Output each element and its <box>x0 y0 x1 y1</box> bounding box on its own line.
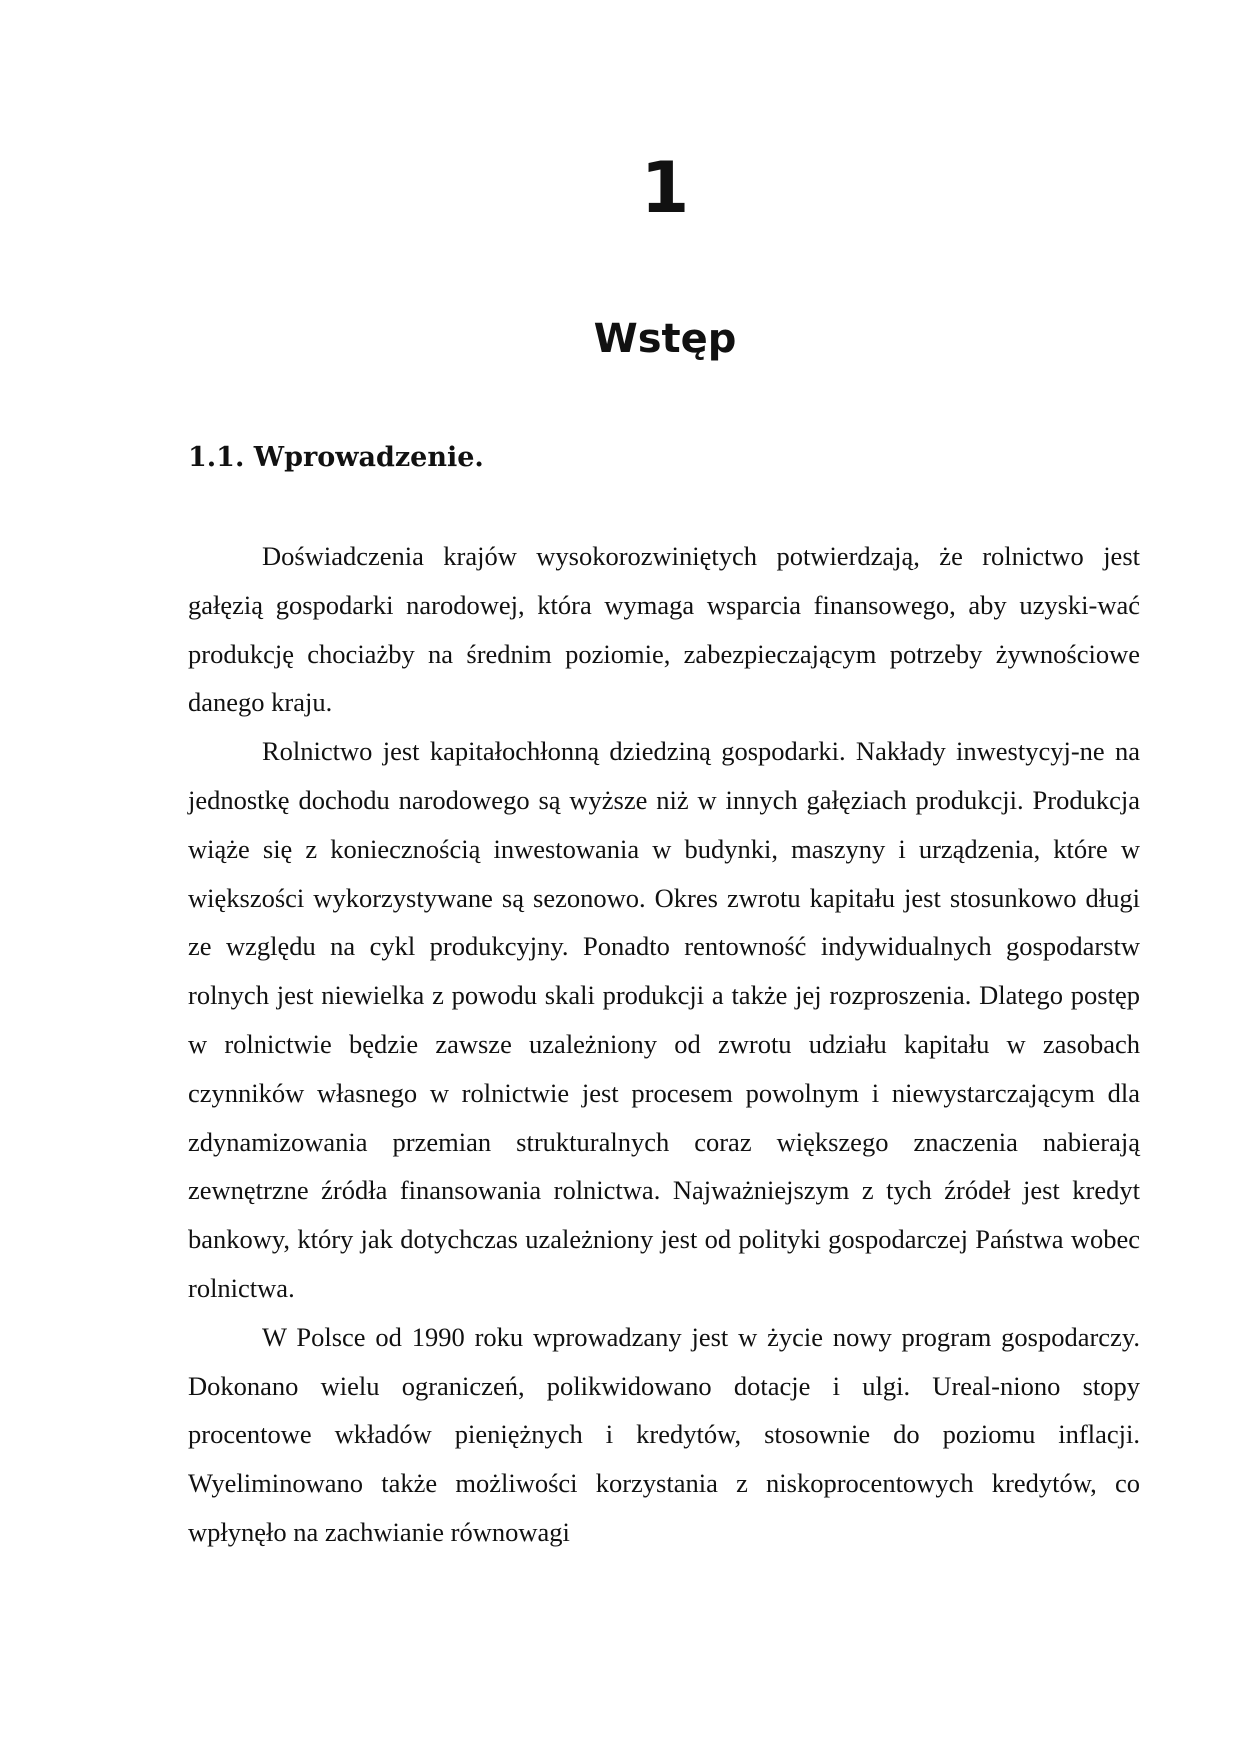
chapter-title: Wstęp <box>593 316 737 362</box>
paragraph-2: Rolnictwo jest kapitałochłonną dziedziną gospodarki. Nakłady inwestycyj-ne na jednostkę dochodu narodowego są wyższe niż w innych gałęziach produkcji. Produkcja wiąże się z koniecznością inwestowania w budynki, maszyny i urządzenia, które w większości wykorzystywane są sezonowo. Okres zwrotu kapitału jest stosunkowo długi ze względu na cykl produkcyjny. Ponadto rentowność indywidualnych gospodarstw rolnych jest niewielka z powodu skali produkcji a także jej rozproszenia. Dlatego postęp w rolnictwie będzie zawsze uzależniony od zwrotu udziału kapitału w zasobach czynników własnego w rolnictwie jest procesem powolnym i niewystarczającym dla zdynamizowania przemian strukturalnych coraz większego znaczenia nabierają zewnętrzne źródła finansowania rolnictwa. Najważniejszym z tych źródeł jest kredyt bankowy, który jak dotychczas uzależniony jest od polityki gospodarczej Państwa wobec rolnictwa. <box>188 736 1140 1303</box>
paragraph-3: W Polsce od 1990 roku wprowadzany jest w życie nowy program gospodarczy. Dokonano wielu ograniczeń, polikwidowano dotacje i ulgi. Ureal-niono stopy procentowe wkładów pieniężnych i kredytów, stosownie do poziomu inflacji. Wyeliminowano także możliwości korzystania z niskoprocentowych kredytów, co wpłynęło na zachwianie równowagi <box>188 1321 1140 1547</box>
body-text <box>188 532 1140 1557</box>
section-heading: 1.1. Wprowadzenie. <box>188 442 484 473</box>
paragraph-1: Doświadczenia krajów wysokorozwiniętych potwierdzają, że rolnictwo jest gałęzią gospodarki narodowej, która wymaga wsparcia finansowego, aby uzyski-wać produkcję chociażby na średnim poziomie, zabezpieczającym potrzeby żywnościowe danego kraju. <box>188 541 1140 718</box>
chapter-number: 1 <box>640 147 690 229</box>
